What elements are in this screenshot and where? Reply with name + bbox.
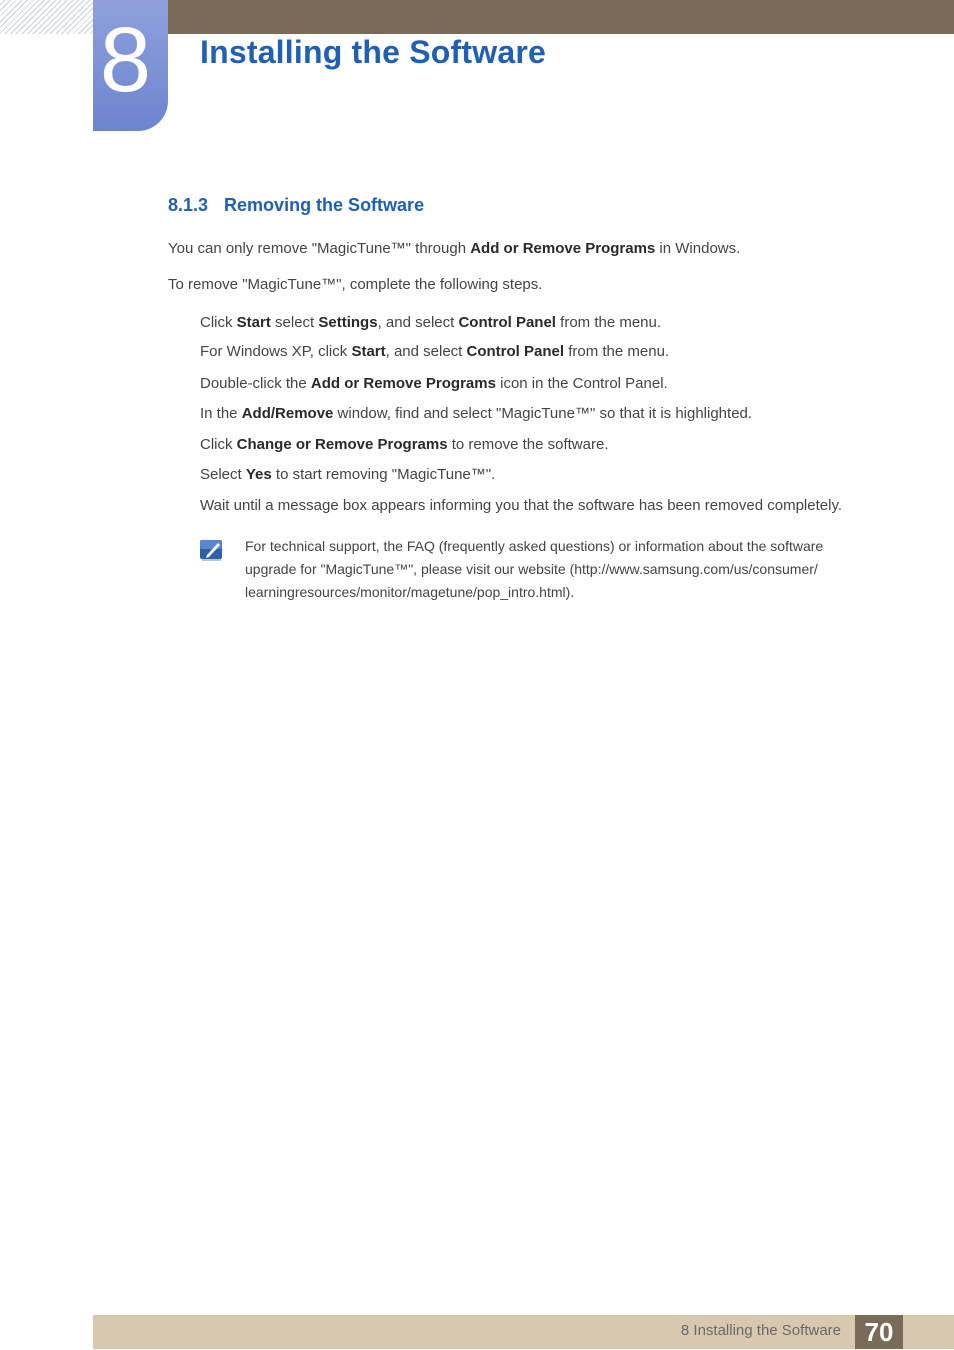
intro-paragraph-1: You can only remove "MagicTune™" through Add or Remove Programs in Windows. bbox=[168, 240, 741, 257]
chapter-number: 8 bbox=[99, 9, 152, 111]
step-6: Wait until a message box appears informing you that the software has been removed completely. bbox=[200, 497, 843, 514]
step-4: Click Change or Remove Programs to remove the software. bbox=[200, 436, 609, 453]
intro-paragraph-2: To remove "MagicTune™", complete the following steps. bbox=[168, 276, 543, 293]
section-heading bbox=[168, 195, 424, 216]
footer-chapter-label: 8 Installing the Software bbox=[680, 1322, 841, 1339]
header-bar bbox=[93, 0, 954, 34]
footer-bar bbox=[93, 1315, 954, 1349]
step-1: Click Start select Settings, and select Control Panel from the menu. bbox=[200, 314, 662, 331]
chapter-title: Installing the Software bbox=[200, 34, 546, 70]
chapter-tab bbox=[93, 0, 168, 131]
page-number: 70 bbox=[855, 1315, 903, 1349]
section-number: 8.1.3 bbox=[168, 195, 209, 215]
header-hatch-decoration bbox=[0, 0, 93, 34]
note-text: For technical support, the FAQ (frequently asked questions) or information about the software upgrade for "MagicTune™", please visit our website (http://www.samsung.com/us/consumer/ learningresources/monitor/magetune/pop_intro.html). bbox=[245, 538, 824, 600]
step-3: In the Add/Remove window, find and select "MagicTune™" so that it is highlighted. bbox=[200, 405, 753, 422]
section-title: Removing the Software bbox=[224, 195, 425, 215]
note-pencil-icon bbox=[199, 538, 224, 562]
step-1-xp-alt: For Windows XP, click Start, and select Control Panel from the menu. bbox=[200, 343, 670, 360]
step-2: Double-click the Add or Remove Programs icon in the Control Panel. bbox=[200, 375, 668, 392]
step-5: Select Yes to start removing "MagicTune™". bbox=[200, 466, 496, 483]
